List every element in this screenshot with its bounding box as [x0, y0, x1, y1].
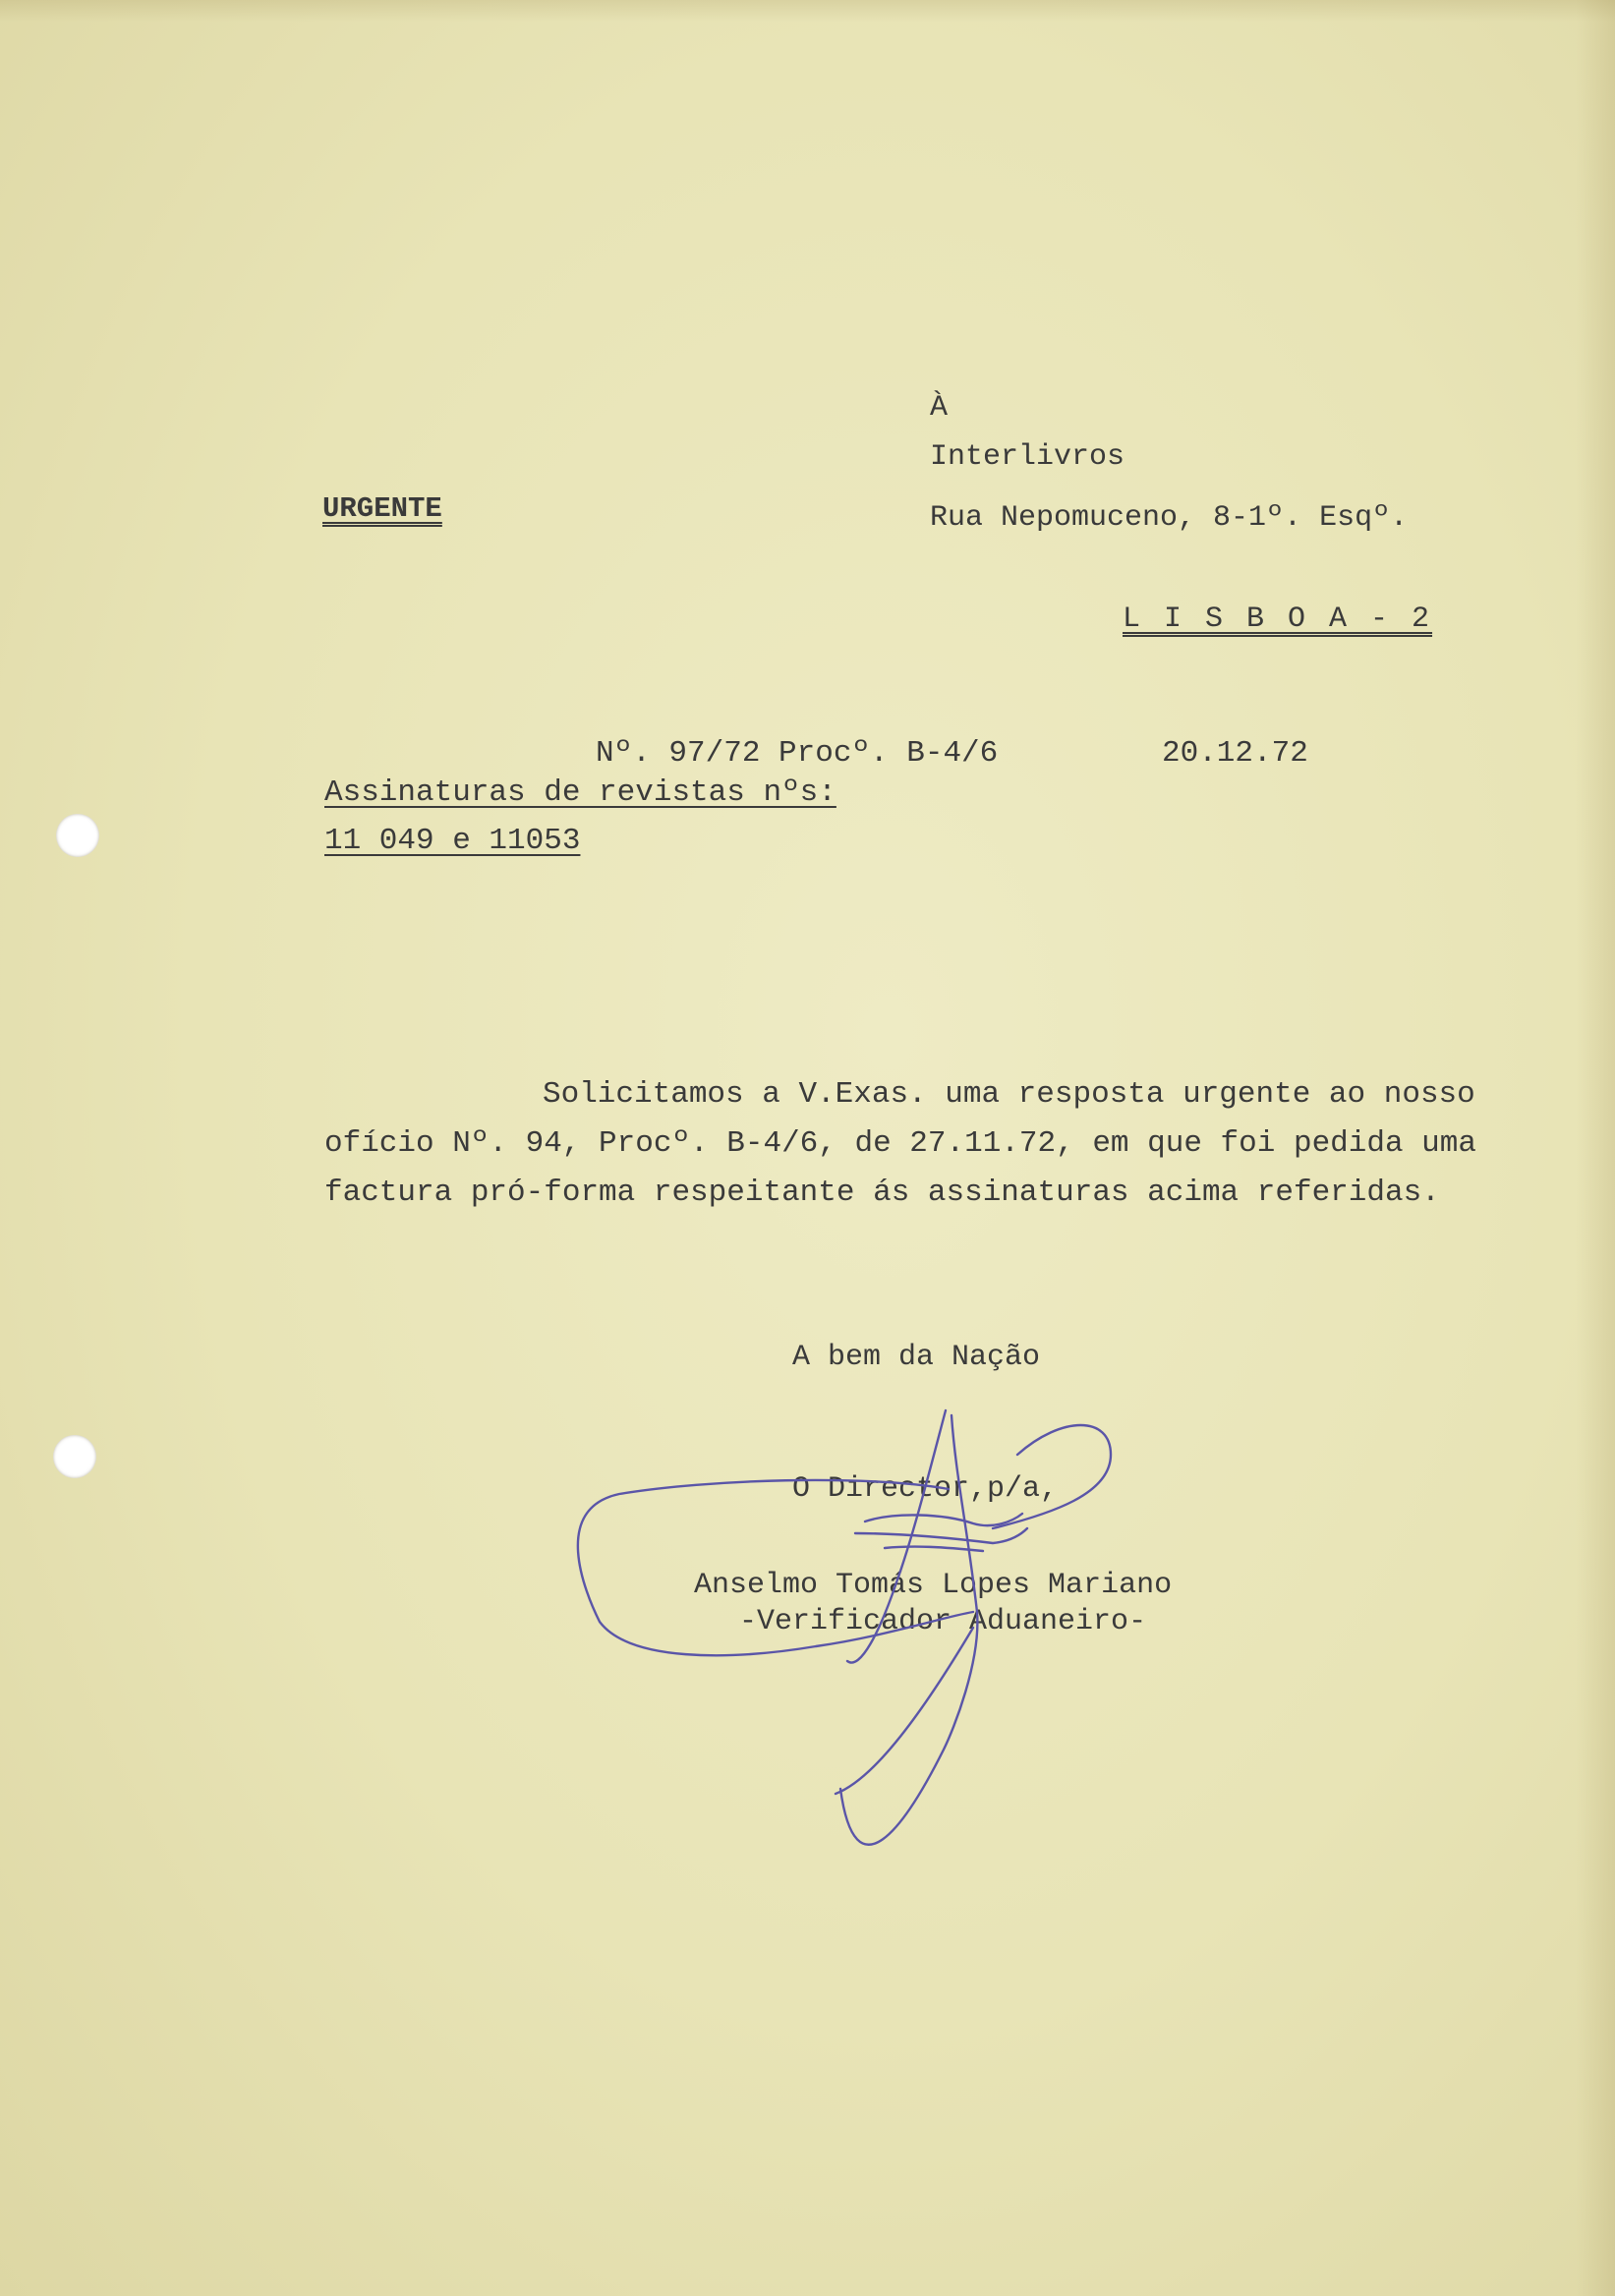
paper-right-shading [1576, 0, 1615, 2296]
recipient-city: L I S B O A - 2 [1123, 603, 1433, 636]
paper-top-shading [0, 0, 1615, 22]
signatory-role: O Director,p/a, [792, 1472, 1059, 1506]
subject-line: Assinaturas de revistas nºs: [324, 775, 836, 810]
recipient-prefix: À [930, 391, 949, 425]
closing-salutation: A bem da Nação [792, 1341, 1041, 1374]
body-text-line: ofício Nº. 94, Procº. B-4/6, de 27.11.72, em que foi pedida uma [324, 1126, 1476, 1161]
urgent-label: URGENTE [322, 492, 442, 525]
signatory-title: -Verificador Aduaneiro- [739, 1605, 1147, 1638]
recipient-name: Interlivros [930, 440, 1125, 474]
recipient-address: Rua Nepomuceno, 8-1º. Esqº. [930, 501, 1409, 535]
subject-line: 11 049 e 11053 [324, 824, 581, 858]
document-date: 20.12.72 [1162, 736, 1308, 771]
body-text-line: Solicitamos a V.Exas. uma resposta urgente ao nosso [543, 1077, 1475, 1112]
signatory-name: Anselmo Tomás Lopes Mariano [694, 1569, 1173, 1602]
punch-hole [53, 1435, 96, 1478]
punch-hole [56, 814, 99, 857]
body-text-line: factura pró-forma respeitante ás assinaturas acima referidas. [324, 1176, 1440, 1210]
reference-number: Nº. 97/72 Procº. B-4/6 [596, 736, 999, 771]
